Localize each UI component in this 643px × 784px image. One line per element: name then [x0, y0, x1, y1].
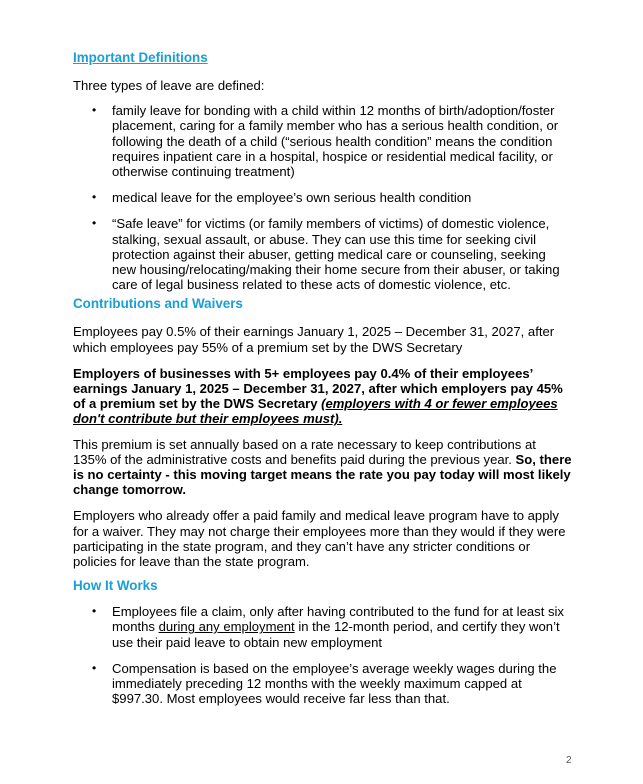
list-item-text: medical leave for the employee’s own serious health condition: [112, 190, 472, 206]
heading-contributions-and-waivers: Contributions and Waivers: [73, 296, 243, 312]
claim-text-start: Employees file a claim, only after having contributed to the fund for at least six months: [112, 604, 564, 635]
premium-text: This premium is set annually based on a rate necessary to keep contributions at 135% of the administrative costs and benefits paid during the previous year.: [73, 436, 536, 467]
list-item: [73, 190, 573, 205]
employer-contribution-paragraph: [73, 366, 573, 427]
bullet-icon: •: [92, 103, 97, 118]
employee-contribution-paragraph: Employees pay 0.5% of their earnings January 1, 2025 – December 31, 2027, after which employees pay 55% of a premium set by the DWS Secretary: [73, 324, 555, 355]
small-employer-note: (employers with 4 or fewer employees don't contribute but their employees must).: [73, 396, 558, 427]
list-item-text: “Safe leave” for victims (or family members of victims) of domestic violence, stalking, sexual assault, or abuse. They can use this time for seeking civil protection against their abuser, getting medical care or counseling, seeking new housing/relocating/making their home secure from their abuser, or taking care of legal business related to these acts of domestic violence, etc.: [112, 216, 560, 293]
list-item: [73, 604, 573, 650]
employer-contribution-text: Employers of businesses with 5+ employees pay 0.4% of their employees’ earnings January 1, 2025 – December 31, 2027, after which employers pay 45% of a premium set by the DWS Secretary: [73, 365, 563, 412]
claim-text-end: in the 12-month period, and certify they won’t use their paid leave to obtain new employment: [112, 619, 560, 650]
how-it-works-list: [73, 604, 573, 706]
heading-how-it-works: How It Works: [73, 578, 158, 594]
bullet-icon: •: [92, 216, 97, 231]
leave-types-list: [73, 103, 573, 292]
claim-text-underlined: during any employment: [158, 619, 295, 635]
page-number: 2: [566, 755, 572, 766]
list-item: [73, 661, 573, 707]
waiver-paragraph: Employers who already offer a paid family and medical leave program have to apply for a waiver. They may not charge their employees more than they would if they were participating in the state program, and they can’t have any stricter conditions or policies for leave than the state program.: [73, 508, 566, 570]
list-item: [73, 216, 573, 292]
definitions-intro: Three types of leave are defined:: [73, 78, 265, 93]
premium-warning: So, there is no certainty - this moving target means the rate you pay today will most likely change tomorrow.: [73, 451, 572, 498]
compensation-text: Compensation is based on the employee’s average weekly wages during the immediately preceding 12 months with the weekly maximum capped at $997.30. Most employees would receive far less than that.: [112, 660, 557, 707]
bullet-icon: •: [92, 660, 97, 675]
bullet-icon: •: [92, 604, 97, 619]
list-item-text: family leave for bonding with a child within 12 months of birth/adoption/foster placement, caring for a family member who has a serious health condition, or following the death of a child (“serious health condition” means the condition requires inpatient care in a hospital, hospice or residential medical facility, or otherwise continuing treatment): [112, 103, 559, 180]
page-content: [73, 50, 573, 718]
heading-important-definitions: Important Definitions: [73, 50, 208, 65]
bullet-icon: •: [92, 190, 97, 205]
list-item: [73, 103, 573, 179]
premium-paragraph: [73, 437, 573, 498]
